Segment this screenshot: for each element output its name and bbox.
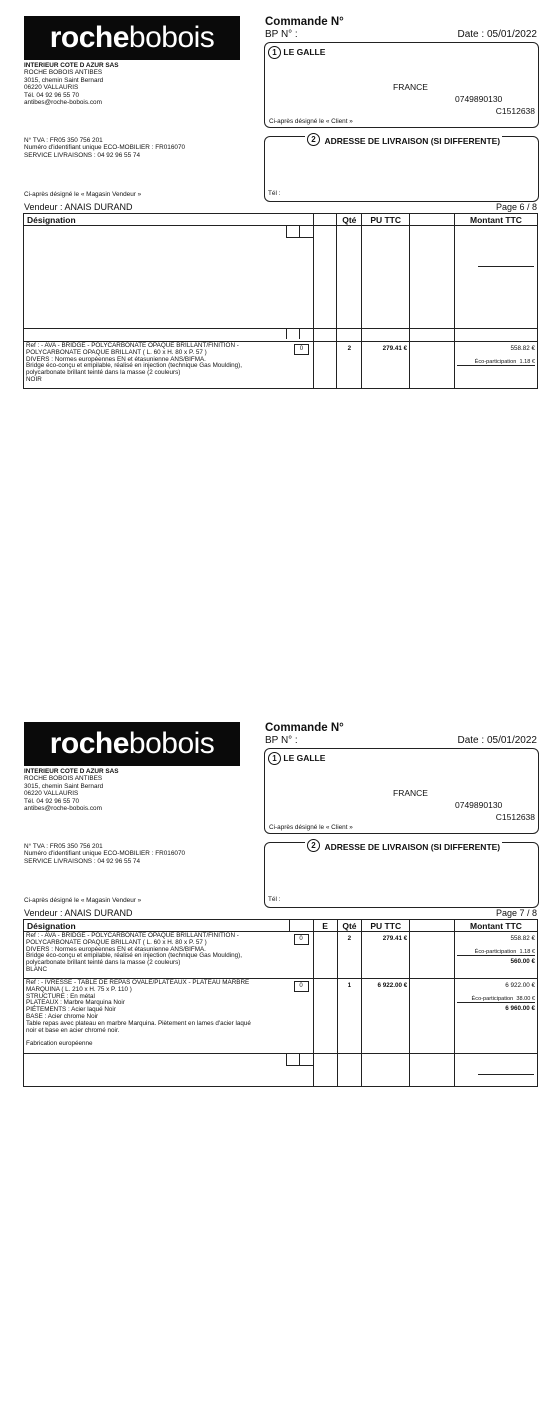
company-store: ROCHE BOBOIS ANTIBES bbox=[24, 775, 103, 783]
eco-label: Éco-participation bbox=[474, 359, 517, 365]
header-blank bbox=[289, 920, 313, 932]
company-address1: 3015, chemin Saint Bernard bbox=[24, 76, 104, 84]
client-country: FRANCE bbox=[393, 788, 428, 798]
client-name: LE GALLE bbox=[283, 46, 326, 57]
item-line: polycarbonate brillant teinté dans la masse (2 couleurs) bbox=[26, 369, 181, 377]
item-pu: 279.41 € bbox=[362, 932, 410, 979]
company-email[interactable]: antibes@roche-bobois.com bbox=[24, 99, 102, 107]
header-montant: Montant TTC bbox=[454, 214, 537, 226]
table-header-row bbox=[24, 920, 538, 932]
eco-amount: 38.00 € bbox=[516, 996, 535, 1002]
table-row-empty bbox=[24, 1054, 538, 1087]
item-montant: 6 922.00 € bbox=[505, 982, 535, 989]
item-e-checkbox[interactable]: 0 bbox=[294, 344, 309, 355]
client-box bbox=[264, 748, 539, 834]
delivery-box bbox=[264, 136, 539, 202]
item-qty: 2 bbox=[337, 932, 362, 979]
item-line: MARQUINA ( L. 210 x H. 75 x P. 110 ) bbox=[26, 985, 132, 993]
order-date: Date : 05/01/2022 bbox=[457, 29, 537, 40]
table-row-empty bbox=[24, 226, 538, 329]
order-title: Commande N° bbox=[265, 16, 344, 28]
item-line: NOIR bbox=[26, 375, 42, 383]
header-e bbox=[313, 214, 337, 226]
item-line: BASE : Acier chrome Noir bbox=[26, 1012, 99, 1020]
company-delivery-service: SERVICE LIVRAISONS : 04 92 96 55 74 bbox=[24, 151, 141, 159]
company-info bbox=[24, 768, 254, 812]
order-bp: BP N° : bbox=[265, 29, 298, 40]
header-qty: Qté bbox=[337, 214, 362, 226]
item-line: noir et base en acier chromé noir. bbox=[26, 1026, 120, 1034]
item-line: Ref : - AVA - BRIDGE - POLYCARBONATE OPAQUE BRILLANT/FINITION - bbox=[26, 342, 239, 349]
item-line: Table repas avec plateau en marbre Marquina. Piètement en lames d'acier laqué bbox=[26, 1019, 251, 1027]
delivery-number-circle: 2 bbox=[307, 839, 320, 852]
table-row bbox=[24, 342, 538, 389]
client-code: C1512638 bbox=[495, 812, 535, 822]
delivery-title: ADRESSE DE LIVRAISON (SI DIFFERENTE) bbox=[324, 136, 501, 146]
roche-bobois-logo: rochebobois bbox=[24, 722, 240, 766]
item-line: Bridge éco-conçu et empilable, réalisé en injection (technique Gas Moulding), bbox=[26, 952, 242, 960]
order-title: Commande N° bbox=[265, 722, 344, 734]
company-phone: Tél. 04 92 96 55 70 bbox=[24, 91, 80, 99]
seller-note: Ci-après désigné le « Magasin Vendeur » bbox=[24, 191, 142, 198]
item-line: Ref : - AVA - BRIDGE - POLYCARBONATE OPAQUE BRILLANT/FINITION - bbox=[26, 932, 239, 939]
company-address1: 3015, chemin Saint Bernard bbox=[24, 782, 104, 790]
delivery-title: ADRESSE DE LIVRAISON (SI DIFFERENTE) bbox=[324, 842, 501, 852]
item-line: Ref : - IVRESSE - TABLE DE REPAS OVALE/PLATEAUX - PLATEAU MARBRE bbox=[26, 979, 250, 986]
header-designation: Désignation bbox=[24, 920, 290, 932]
item-line: polycarbonate brillant teinté dans la masse (2 couleurs) bbox=[26, 959, 181, 967]
header-blank bbox=[410, 920, 455, 932]
vendeur-label: Vendeur : ANAIS DURAND bbox=[24, 908, 133, 918]
item-line: DIVERS : Normes européennes EN et étasunienne ANS/BIFMA. bbox=[26, 945, 206, 953]
company-legal bbox=[24, 843, 254, 865]
item-line: PIÉTEMENTS : Acier laqué Noir bbox=[26, 1006, 116, 1014]
client-phone: 0749890130 bbox=[455, 800, 503, 810]
header-montant: Montant TTC bbox=[454, 920, 537, 932]
item-line: BLANC bbox=[26, 965, 47, 973]
delivery-box bbox=[264, 842, 539, 908]
item-pu: 6 922.00 € bbox=[362, 979, 410, 1054]
client-phone: 0749890130 bbox=[455, 94, 503, 104]
item-montant: 558.82 € bbox=[510, 345, 535, 352]
header-e: E bbox=[313, 920, 337, 932]
company-store: ROCHE BOBOIS ANTIBES bbox=[24, 69, 103, 77]
item-total: 560.00 € bbox=[510, 958, 535, 965]
client-number-circle: 1 bbox=[268, 46, 281, 59]
company-delivery-service: SERVICE LIVRAISONS : 04 92 96 55 74 bbox=[24, 857, 141, 865]
delivery-number-circle: 2 bbox=[307, 133, 320, 146]
company-phone: Tél. 04 92 96 55 70 bbox=[24, 797, 80, 805]
company-address2: 06220 VALLAURIS bbox=[24, 790, 79, 798]
header-pu: PU TTC bbox=[362, 214, 410, 226]
item-e-checkbox[interactable]: 0 bbox=[294, 981, 309, 992]
client-country: FRANCE bbox=[393, 82, 428, 92]
company-name: INTERIEUR COTE D AZUR SAS bbox=[24, 62, 119, 69]
document-page-6 bbox=[0, 0, 560, 700]
client-note: Ci-après désigné le « Client » bbox=[269, 824, 353, 831]
item-line: DIVERS : Normes européennes EN et étasunienne ANS/BIFMA. bbox=[26, 355, 206, 363]
item-e-checkbox[interactable]: 0 bbox=[294, 934, 309, 945]
roche-bobois-logo: rochebobois bbox=[24, 16, 240, 60]
company-eco-id: Numéro d'identifiant unique ECO-MOBILIER : FR016070 bbox=[24, 144, 186, 152]
item-pu: 279.41 € bbox=[362, 342, 410, 389]
item-qty: 1 bbox=[337, 979, 362, 1054]
table-header-row bbox=[24, 214, 538, 226]
page-number: Page 6 / 8 bbox=[495, 202, 537, 212]
vendeur-label: Vendeur : ANAIS DURAND bbox=[24, 202, 133, 212]
item-line: STRUCTURE : En métal bbox=[26, 992, 95, 1000]
table-row bbox=[24, 932, 538, 979]
company-address2: 06220 VALLAURIS bbox=[24, 84, 79, 92]
item-line: PLATEAUX : Marbre Marquina Noir bbox=[26, 999, 125, 1007]
item-line: POLYCARBONATE OPAQUE BRILLANT ( L. 60 x H. 80 x P. 57 ) bbox=[26, 348, 207, 356]
eco-label: Éco-participation bbox=[471, 996, 514, 1002]
client-box bbox=[264, 42, 539, 128]
header-blank bbox=[410, 214, 455, 226]
item-line: POLYCARBONATE OPAQUE BRILLANT ( L. 60 x H. 80 x P. 57 ) bbox=[26, 938, 207, 946]
order-lines-table bbox=[23, 213, 538, 389]
table-row bbox=[24, 979, 538, 1054]
item-qty: 2 bbox=[337, 342, 362, 389]
header-qty: Qté bbox=[337, 920, 362, 932]
item-total: 6 960.00 € bbox=[505, 1005, 535, 1012]
eco-label: Éco-participation bbox=[474, 949, 517, 955]
company-tva: N° TVA : FR05 350 756 201 bbox=[24, 137, 103, 144]
client-number-circle: 1 bbox=[268, 752, 281, 765]
order-lines-table bbox=[23, 919, 538, 1087]
eco-amount: 1.18 € bbox=[519, 949, 535, 955]
order-bp: BP N° : bbox=[265, 735, 298, 746]
company-legal bbox=[24, 137, 254, 159]
page-number: Page 7 / 8 bbox=[495, 908, 537, 918]
delivery-tel: Tél : bbox=[268, 190, 281, 197]
company-tva: N° TVA : FR05 350 756 201 bbox=[24, 843, 103, 850]
company-email[interactable]: antibes@roche-bobois.com bbox=[24, 805, 102, 813]
company-name: INTERIEUR COTE D AZUR SAS bbox=[24, 768, 119, 775]
company-eco-id: Numéro d'identifiant unique ECO-MOBILIER : FR016070 bbox=[24, 850, 186, 858]
item-line: Bridge éco-conçu et empilable, réalisé en injection (technique Gas Moulding), bbox=[26, 362, 242, 370]
document-page-7 bbox=[0, 706, 560, 1406]
client-note: Ci-après désigné le « Client » bbox=[269, 118, 353, 125]
client-name: LE GALLE bbox=[283, 752, 326, 763]
delivery-tel: Tél : bbox=[268, 896, 281, 903]
item-montant: 558.82 € bbox=[510, 935, 535, 942]
header-designation: Désignation bbox=[24, 214, 314, 226]
seller-note: Ci-après désigné le « Magasin Vendeur » bbox=[24, 897, 142, 904]
order-date: Date : 05/01/2022 bbox=[457, 735, 537, 746]
eco-amount: 1.18 € bbox=[519, 359, 535, 365]
table-row-separator bbox=[24, 329, 538, 342]
company-info bbox=[24, 62, 254, 106]
item-line: Fabrication européenne bbox=[26, 1040, 93, 1048]
client-code: C1512638 bbox=[495, 106, 535, 116]
header-pu: PU TTC bbox=[362, 920, 410, 932]
